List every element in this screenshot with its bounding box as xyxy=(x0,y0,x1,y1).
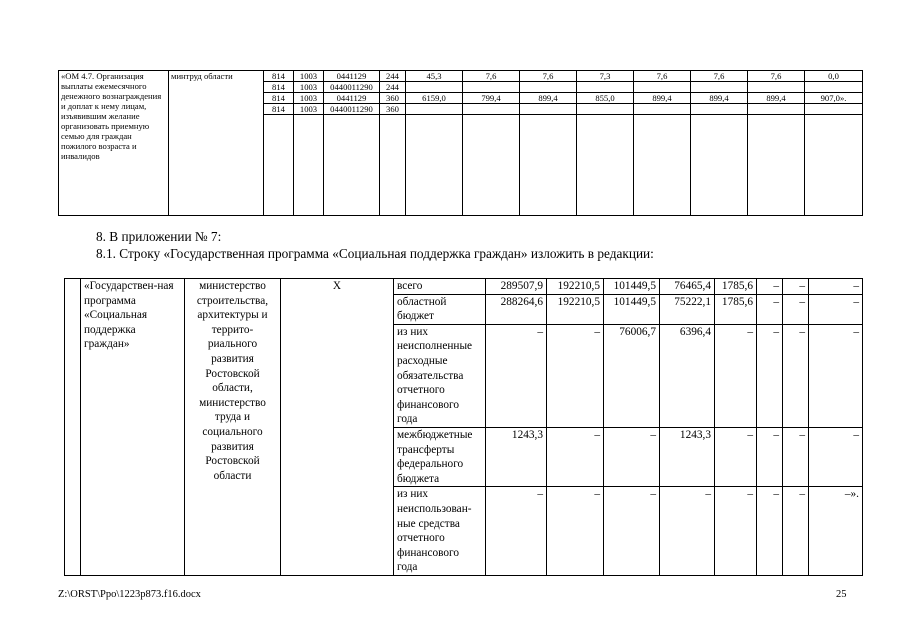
value-cell: 288264,6 xyxy=(486,294,547,324)
value-cell: 192210,5 xyxy=(547,294,604,324)
value-cell xyxy=(691,104,748,115)
value-cell: – xyxy=(783,294,809,324)
executor-cell: министерство строительства, архитектуры и террито-риального развития Ростовской области, министерство труда и социального развития Ростовской области xyxy=(185,279,281,576)
code-cell-grbs: 814 xyxy=(264,93,294,104)
value-cell: 0,0 xyxy=(805,71,863,82)
source-label-cell: из них неисполненные расходные обязательства отчетного финансового года xyxy=(394,324,486,427)
value-cell xyxy=(406,104,463,115)
empty-cell xyxy=(380,115,406,216)
value-cell: 7,6 xyxy=(520,71,577,82)
value-cell: 289507,9 xyxy=(486,279,547,295)
amendment-heading xyxy=(96,228,654,262)
table-om-4-7 xyxy=(58,70,863,216)
value-cell: –». xyxy=(809,487,863,576)
value-cell: 101449,5 xyxy=(604,279,660,295)
value-cell: 899,4 xyxy=(520,93,577,104)
heading-line-1: 8. В приложении № 7: xyxy=(96,229,222,244)
empty-cell xyxy=(691,115,748,216)
empty-cell xyxy=(294,115,324,216)
code-cell-vr: 244 xyxy=(380,82,406,93)
blank-cell xyxy=(65,279,81,576)
value-cell: – xyxy=(757,324,783,427)
value-cell: – xyxy=(757,279,783,295)
value-cell xyxy=(748,104,805,115)
empty-cell xyxy=(634,115,691,216)
value-cell: 7,6 xyxy=(691,71,748,82)
value-cell: 45,3 xyxy=(406,71,463,82)
value-cell: – xyxy=(809,294,863,324)
value-cell: 7,6 xyxy=(634,71,691,82)
code-cell-vr: 360 xyxy=(380,93,406,104)
value-cell: 7,6 xyxy=(748,71,805,82)
code-cell-rzpr: 1003 xyxy=(294,71,324,82)
source-label-cell: межбюджетные трансферты федерального бюджета xyxy=(394,427,486,486)
value-cell: – xyxy=(547,427,604,486)
value-cell: – xyxy=(604,487,660,576)
value-cell: – xyxy=(783,487,809,576)
value-cell: – xyxy=(486,487,547,576)
executor-cell: минтруд области xyxy=(169,71,264,216)
value-cell: – xyxy=(757,294,783,324)
value-cell: 899,4 xyxy=(748,93,805,104)
value-cell xyxy=(634,104,691,115)
value-cell: – xyxy=(757,427,783,486)
code-cell-csr: 0441129 xyxy=(324,93,380,104)
value-cell: 1243,3 xyxy=(486,427,547,486)
value-cell: – xyxy=(715,427,757,486)
source-label-cell: из них неиспользован-ные средства отчетного финансового года xyxy=(394,487,486,576)
value-cell xyxy=(406,82,463,93)
value-cell xyxy=(805,104,863,115)
value-cell: – xyxy=(547,487,604,576)
value-cell xyxy=(748,82,805,93)
code-cell-grbs: 814 xyxy=(264,82,294,93)
value-cell: 1243,3 xyxy=(660,427,715,486)
code-cell-grbs: 814 xyxy=(264,71,294,82)
code-cell-csr: 0441129 xyxy=(324,71,380,82)
code-cell-rzpr: 1003 xyxy=(294,93,324,104)
footer-file-path: Z:\ORST\Ppo\1223p873.f16.docx xyxy=(58,589,201,600)
heading-line-2: 8.1. Строку «Государственная программа «Социальная поддержка граждан» изложить в редакции: xyxy=(96,246,654,261)
value-cell: 76465,4 xyxy=(660,279,715,295)
value-cell xyxy=(463,104,520,115)
value-cell: – xyxy=(604,427,660,486)
code-cell-csr: 0440011290 xyxy=(324,104,380,115)
value-cell: 75222,1 xyxy=(660,294,715,324)
code-cell-vr: 360 xyxy=(380,104,406,115)
empty-cell xyxy=(324,115,380,216)
value-cell: 192210,5 xyxy=(547,279,604,295)
value-cell xyxy=(691,82,748,93)
value-cell: – xyxy=(547,324,604,427)
value-cell: 6159,0 xyxy=(406,93,463,104)
empty-cell xyxy=(463,115,520,216)
value-cell: – xyxy=(715,487,757,576)
value-cell: – xyxy=(783,279,809,295)
value-cell: 7,3 xyxy=(577,71,634,82)
value-cell: – xyxy=(757,487,783,576)
value-cell: 1785,6 xyxy=(715,279,757,295)
value-cell: – xyxy=(715,324,757,427)
table-row xyxy=(65,279,863,295)
value-cell: 855,0 xyxy=(577,93,634,104)
table-program-row xyxy=(64,278,863,576)
value-cell: 799,4 xyxy=(463,93,520,104)
value-cell: – xyxy=(809,324,863,427)
value-cell: 101449,5 xyxy=(604,294,660,324)
empty-cell xyxy=(406,115,463,216)
empty-cell xyxy=(520,115,577,216)
empty-cell xyxy=(748,115,805,216)
code-cell-vr: 244 xyxy=(380,71,406,82)
value-cell xyxy=(520,82,577,93)
footer-page-number: 25 xyxy=(836,589,847,600)
code-cell-csr: 0440011290 xyxy=(324,82,380,93)
code-cell-rzpr: 1003 xyxy=(294,104,324,115)
source-label-cell: всего xyxy=(394,279,486,295)
value-cell xyxy=(577,82,634,93)
code-cell-rzpr: 1003 xyxy=(294,82,324,93)
empty-cell xyxy=(577,115,634,216)
measure-name-cell: «ОМ 4.7. Организация выплаты ежемесячного денежного вознаграждения и доплат к нему лицам, изъявившим желание организовать приемную семью для граждан пожилого возраста и инвалидов xyxy=(59,71,169,216)
value-cell xyxy=(463,82,520,93)
value-cell xyxy=(520,104,577,115)
value-cell: 6396,4 xyxy=(660,324,715,427)
code-cell-grbs: 814 xyxy=(264,104,294,115)
value-cell: 907,0». xyxy=(805,93,863,104)
value-cell: 899,4 xyxy=(691,93,748,104)
empty-cell xyxy=(264,115,294,216)
value-cell xyxy=(577,104,634,115)
value-cell: 1785,6 xyxy=(715,294,757,324)
value-cell xyxy=(634,82,691,93)
mark-cell: Х xyxy=(281,279,394,576)
program-name-cell: «Государствен-ная программа «Социальная поддержка граждан» xyxy=(81,279,185,576)
value-cell: – xyxy=(660,487,715,576)
source-label-cell: областной бюджет xyxy=(394,294,486,324)
value-cell: 899,4 xyxy=(634,93,691,104)
value-cell: – xyxy=(486,324,547,427)
value-cell: 7,6 xyxy=(463,71,520,82)
value-cell: – xyxy=(783,324,809,427)
value-cell: – xyxy=(809,427,863,486)
value-cell xyxy=(805,82,863,93)
value-cell: – xyxy=(783,427,809,486)
empty-cell xyxy=(805,115,863,216)
table-row xyxy=(59,71,863,82)
value-cell: 76006,7 xyxy=(604,324,660,427)
value-cell: – xyxy=(809,279,863,295)
